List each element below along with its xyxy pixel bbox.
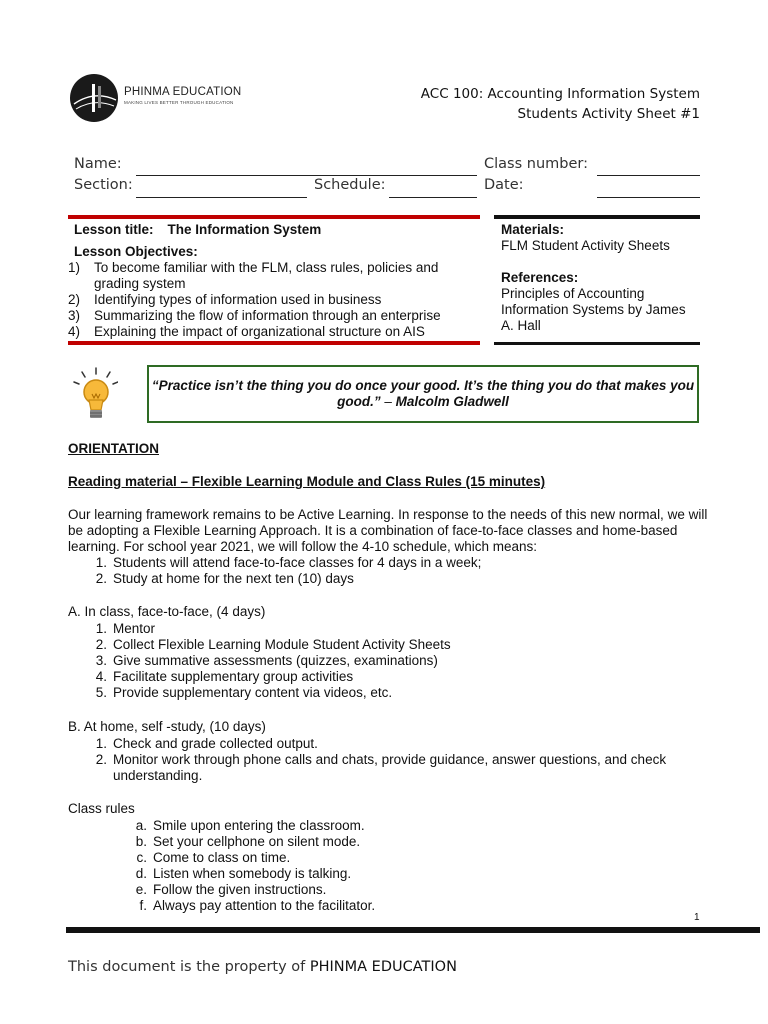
list-text: Provide supplementary content via videos, etc. (113, 685, 393, 700)
list-item (68, 571, 708, 587)
class-rules-heading: Class rules (68, 801, 135, 816)
list-num: d. (135, 866, 147, 881)
list-item (68, 637, 708, 653)
list-item (68, 555, 708, 571)
list-item (68, 752, 698, 784)
materials-top-rule (494, 215, 700, 219)
list-text: Give summative assessments (quizzes, examinations) (113, 653, 438, 668)
footer-rule (66, 927, 760, 933)
reading-heading: Reading material – Flexible Learning Module and Class Rules (15 minutes) (68, 474, 546, 489)
list-item (108, 882, 708, 898)
objective-num: 1) (68, 260, 81, 275)
list-num: c. (136, 850, 147, 865)
logo-tagline: MAKING LIVES BETTER THROUGH EDUCATION (124, 100, 234, 105)
list-num: 1. (95, 555, 107, 570)
lesson-top-rule (68, 215, 480, 219)
lesson-title (74, 222, 321, 237)
objectives-heading: Lesson Objectives: (74, 244, 198, 259)
lightbulb-icon (70, 366, 118, 424)
list-num: a. (135, 818, 147, 833)
lesson-bottom-rule (68, 341, 480, 345)
list-text: Students will attend face-to-face classes for 4 days in a week; (113, 555, 482, 570)
objective-item (68, 292, 468, 308)
list-text: Set your cellphone on silent mode. (153, 834, 361, 849)
quote-text (150, 378, 696, 410)
phinma-logo (70, 70, 240, 126)
list-text: Mentor (113, 621, 156, 636)
name-line[interactable] (136, 175, 477, 176)
in-class-list (68, 621, 708, 701)
at-home-list (68, 736, 698, 784)
list-item (68, 653, 708, 669)
schedule-line[interactable] (389, 197, 477, 198)
class-number-label: Class number: (484, 156, 588, 172)
date-label: Date: (484, 177, 524, 193)
list-item (68, 669, 708, 685)
objective-text: Explaining the impact of organizational structure on AIS (94, 324, 425, 339)
sheet-title: Students Activity Sheet #1 (517, 106, 700, 122)
list-text: Study at home for the next ten (10) days (113, 571, 354, 586)
schedule-label: Schedule: (314, 177, 386, 193)
references-heading: References: (501, 270, 579, 285)
list-text: Check and grade collected output. (113, 736, 318, 751)
list-num: 5. (95, 685, 107, 700)
list-text: Come to class on time. (153, 850, 291, 865)
date-line[interactable] (597, 197, 700, 198)
name-label: Name: (74, 156, 122, 172)
class-rules-list (108, 818, 708, 914)
quote-body: “Practice isn’t the thing you do once your good. It’s the thing you do that makes you good.” (151, 378, 695, 409)
list-text: Always pay attention to the facilitator. (153, 898, 376, 913)
objective-num: 3) (68, 308, 81, 323)
objective-item (68, 260, 468, 292)
intro-paragraph: Our learning framework remains to be Active Learning. In response to the needs of this new normal, we will be adopting a Flexible Learning Approach. It is a combination of face-to-face classes and home-based learning. For school year 2021, we will follow the 4-10 schedule, which means: (68, 507, 708, 554)
list-text: Listen when somebody is talking. (153, 866, 352, 881)
list-text: Facilitate supplementary group activities (113, 669, 354, 684)
objectives-list (68, 260, 468, 340)
objective-text: Identifying types of information used in business (94, 292, 382, 307)
list-item (68, 736, 698, 752)
logo-name: PHINMA EDUCATION (124, 86, 242, 98)
list-num: b. (135, 834, 147, 849)
schedule-list (68, 555, 708, 587)
list-item (108, 850, 708, 866)
materials-heading: Materials: (501, 222, 565, 237)
objective-item (68, 324, 468, 340)
list-text: Monitor work through phone calls and chats, provide guidance, answer questions, and check understanding. (113, 752, 667, 783)
list-item (108, 866, 708, 882)
in-class-heading: A. In class, face-to-face, (4 days) (68, 604, 266, 619)
objective-num: 4) (68, 324, 81, 339)
objective-num: 2) (68, 292, 81, 307)
list-num: 2. (95, 571, 107, 586)
list-text: Collect Flexible Learning Module Student Activity Sheets (113, 637, 451, 652)
course-title: ACC 100: Accounting Information System (420, 86, 700, 102)
objective-text: To become familiar with the FLM, class rules, policies and grading system (94, 260, 439, 291)
list-item (68, 685, 708, 701)
lesson-title-value: The Information System (167, 222, 322, 237)
list-item (68, 621, 708, 637)
quote-dash: – (380, 394, 396, 409)
quote-author: Malcolm Gladwell (395, 394, 509, 409)
list-num: 2. (95, 637, 107, 652)
references-text: Principles of Accounting Information Systems by James A. Hall (501, 286, 686, 333)
footer-owner: PHINMA EDUCATION (309, 959, 457, 975)
objective-text: Summarizing the flow of information through an enterprise (94, 308, 441, 323)
materials-block (501, 222, 701, 334)
section-label: Section: (74, 177, 133, 193)
list-item (108, 834, 708, 850)
list-num: 2. (95, 752, 107, 767)
lesson-title-label: Lesson title: (74, 222, 154, 237)
list-num: 4. (95, 669, 107, 684)
list-num: 1. (95, 621, 107, 636)
list-item (108, 898, 708, 914)
list-num: 3. (95, 653, 107, 668)
list-num: f. (139, 898, 147, 913)
orientation-heading: ORIENTATION (68, 441, 159, 456)
list-text: Smile upon entering the classroom. (153, 818, 365, 833)
footer-property-text: This document is the property of (68, 959, 310, 975)
page-number: 1 (694, 912, 700, 923)
class-number-line[interactable] (597, 175, 700, 176)
materials-bottom-rule (494, 342, 700, 345)
footer-text (68, 959, 457, 975)
materials-text: FLM Student Activity Sheets (501, 238, 670, 253)
list-text: Follow the given instructions. (153, 882, 327, 897)
list-num: e. (135, 882, 147, 897)
list-num: 1. (95, 736, 107, 751)
list-item (108, 818, 708, 834)
section-line[interactable] (136, 197, 307, 198)
objective-item (68, 308, 468, 324)
at-home-heading: B. At home, self -study, (10 days) (68, 719, 266, 734)
